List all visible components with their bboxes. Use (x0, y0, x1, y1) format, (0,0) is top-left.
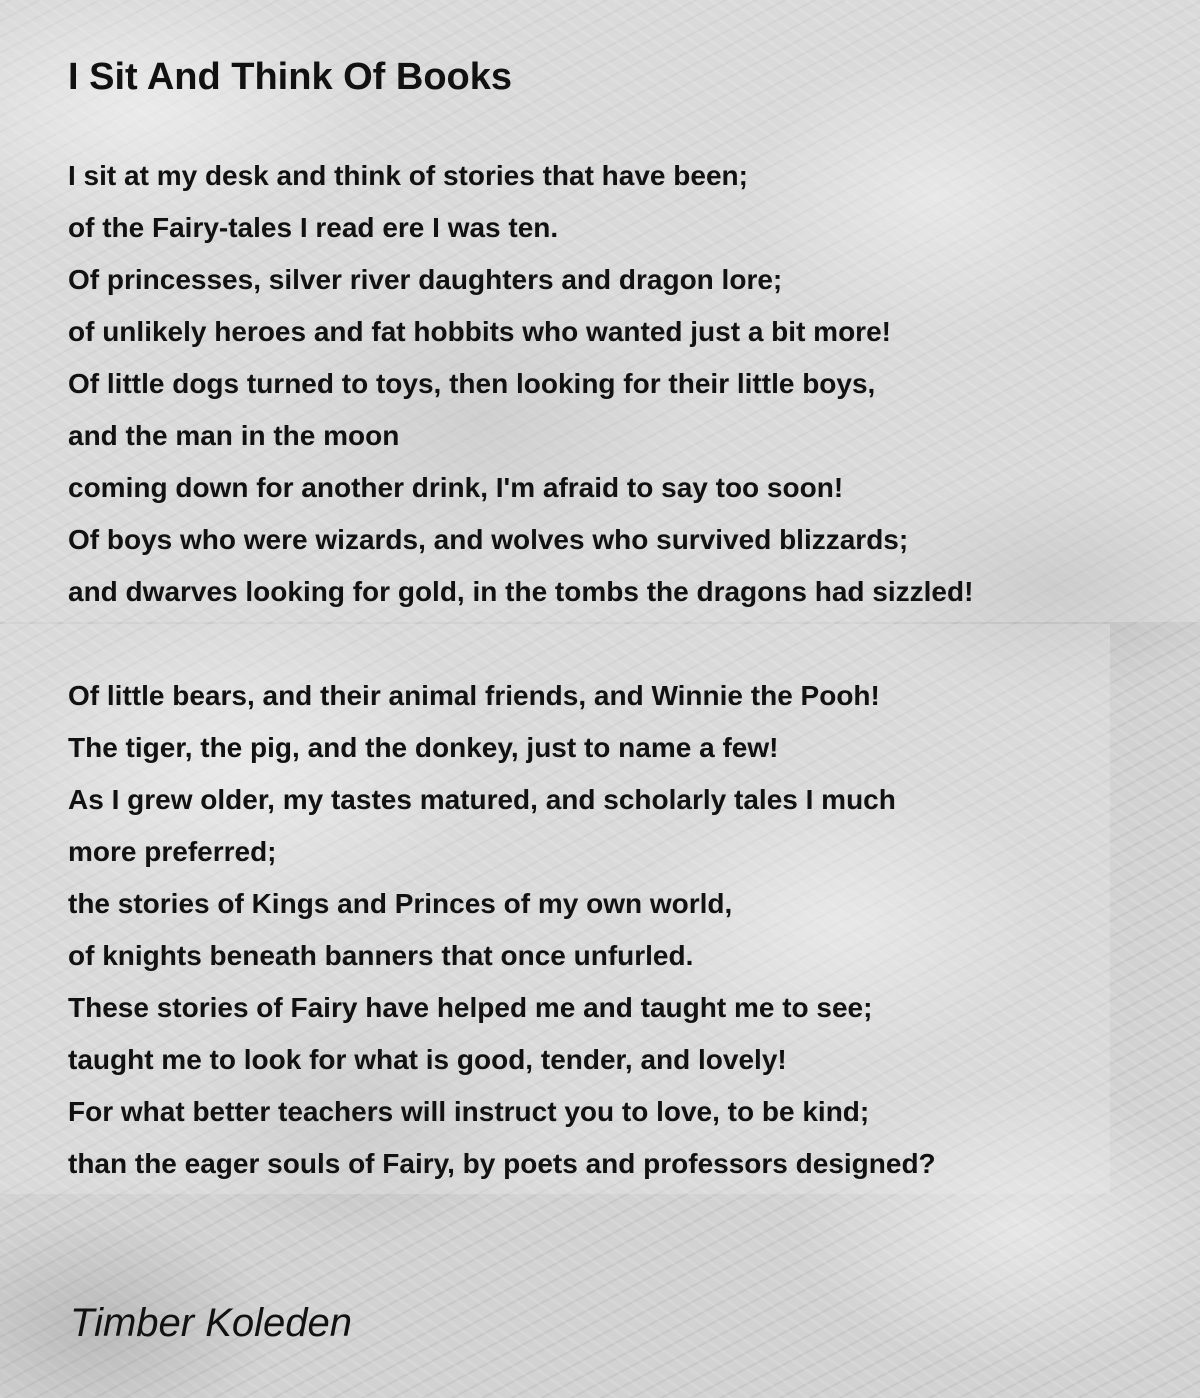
poem-line: and dwarves looking for gold, in the tombs the dragons had sizzled! (68, 576, 974, 607)
poem-line: and the man in the moon (68, 420, 400, 451)
poem-line: of unlikely heroes and fat hobbits who wanted just a bit more! (68, 316, 891, 347)
poem-line: The tiger, the pig, and the donkey, just to name a few! (68, 732, 779, 763)
poem-line: Of little dogs turned to toys, then looking for their little boys, (68, 368, 876, 399)
poem-line: Of princesses, silver river daughters and dragon lore; (68, 264, 783, 295)
poem-line: These stories of Fairy have helped me and taught me to see; (68, 992, 873, 1023)
poem-line: of the Fairy-tales I read ere I was ten. (68, 212, 559, 243)
poem-title: I Sit And Think Of Books (68, 56, 513, 98)
poem-line: Of little bears, and their animal friends, and Winnie the Pooh! (68, 680, 880, 711)
poem-line: more preferred; (68, 836, 277, 867)
poem-stanza-2 (68, 670, 936, 1190)
poem-line: of knights beneath banners that once unfurled. (68, 940, 694, 971)
poem-line: As I grew older, my tastes matured, and scholarly tales I much (68, 784, 896, 815)
poem-line: Of boys who were wizards, and wolves who survived blizzards; (68, 524, 909, 555)
poem-line: than the eager souls of Fairy, by poets and professors designed? (68, 1148, 936, 1179)
poem-author: Timber Koleden (70, 1301, 353, 1345)
poem-line: I sit at my desk and think of stories that have been; (68, 160, 748, 191)
poem-line: taught me to look for what is good, tender, and lovely! (68, 1044, 787, 1075)
poem-stanza-1 (68, 150, 973, 618)
poem-line: For what better teachers will instruct you to love, to be kind; (68, 1096, 870, 1127)
poem-line: coming down for another drink, I'm afraid to say too soon! (68, 472, 844, 503)
poem-line: the stories of Kings and Princes of my own world, (68, 888, 733, 919)
